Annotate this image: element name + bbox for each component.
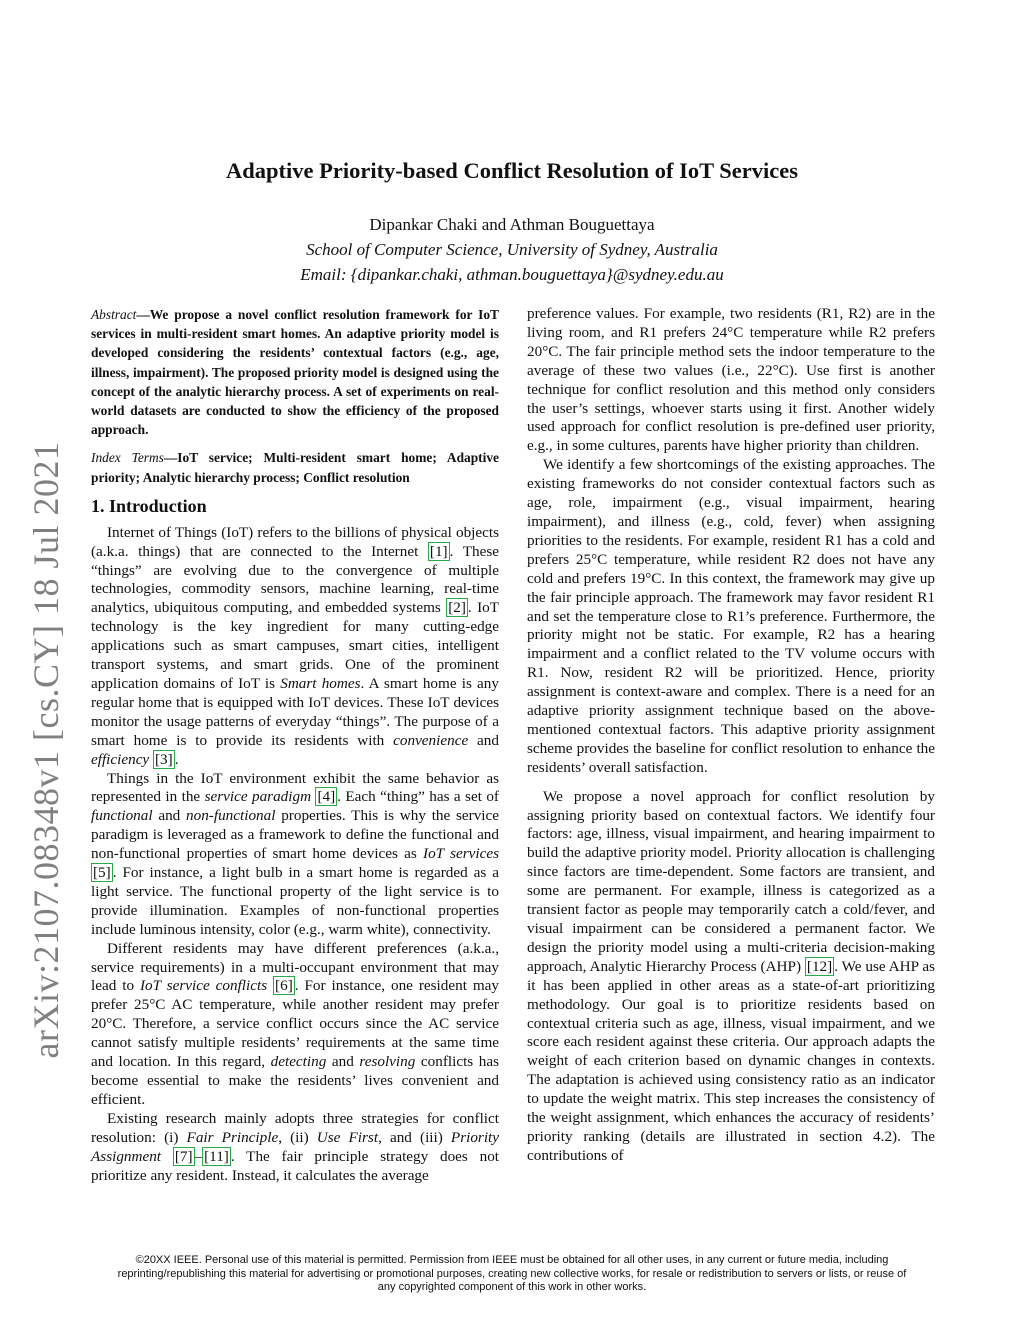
footer-line: reprinting/republishing this material for advertising or promotional purposes, creating new collective works, for resale or redistribution to servers or lists, or reuse of (117, 1267, 907, 1280)
citation-link[interactable]: [12] (806, 957, 833, 975)
abstract-lead: Abstract (91, 307, 137, 322)
citation-link[interactable]: [1] (429, 542, 448, 560)
left-column (91, 305, 499, 1185)
intro-paragraph-4: Existing research mainly adopts three strategies for conflict resolution: (i) Fair Principle, (ii) Use First, and (iii) Priority Assignment [7] – [11] . The fair principle strategy does not prioritize any resident. Instead, it calculates the average (91, 1109, 500, 1184)
index-terms-lead: Index Terms (91, 450, 164, 466)
citation-link[interactable]: [3] (154, 750, 173, 768)
section-heading: 1. Introduction (91, 495, 207, 516)
index-terms (91, 448, 499, 486)
citation-link[interactable]: [11] (204, 1147, 229, 1165)
citation-link[interactable]: [4] (317, 788, 336, 806)
abstract (91, 305, 499, 439)
citation-link[interactable]: [6] (275, 977, 293, 995)
citation-link[interactable]: [5] (93, 864, 111, 882)
index-terms-text: —IoT service; Multi-resident smart home; Adaptive priority; Analytic hierarchy process; Conflict resolution (91, 450, 500, 485)
intro-paragraph-3: Different residents may have different preferences (a.k.a., service requirements) in a multi-occupant environment that may lead to IoT service conflicts [6] . For instance, one resident may prefer 25°C AC temperature, while another resident may prefer 20°C. Therefore, a service conflict occurs since the AC service cannot satisfy multiple residents’ requirements at the same time and location. In this regard, detecting and resolving conflicts has become essential to make the residents’ lives convenient and efficient. (91, 939, 500, 1108)
citation-link[interactable]: [7] (174, 1147, 193, 1165)
abstract-text: —We propose a novel conflict resolution framework for IoT services in multi-resident smart homes. An adaptive priority model is developed considering the residents’ contextual factors (e.g., age, illness, impairment). The proposed priority model is designed using the concept of the analytic hierarchy process. A set of experiments on real-world datasets are conducted to show the efficiency of the proposed approach. (91, 307, 499, 438)
author-email: Email: {dipankar.chaki, athman.bouguettaya}@sydney.edu.au (300, 265, 724, 284)
intro-paragraph-1: Internet of Things (IoT) refers to the billions of physical objects (a.k.a. things) that are connected to the Internet [1] . These “things” are evolving due to the convergence of multiple technologies, commodity sensors, machine learning, real-time analytics, ubiquitous computing, and embedded systems [2] . IoT technology is the key ingredient for many cutting-edge applications such as smart campuses, smart cities, intelligent transport systems, and smart grids. One of the prominent application domains of IoT is Smart homes. A smart home is any regular home that is equipped with IoT devices. These IoT devices monitor the usage patterns of everyday “things”. The purpose of a smart home is to provide its residents with convenience and efficiency [3] . (91, 523, 499, 768)
intro-paragraph-7: We propose a novel approach for conflict resolution by assigning priority based on contextual factors. We identify four factors: age, illness, visual impairment, and hearing impairment to build the adaptive priority model. Priority allocation is challenging since factors are time-dependent. Some factors are transient, and some are permanent. For example, illness is categorized as a transient factor as people may temporarily catch a cold/fever, and visual impairment can be considered a permanent factor. We design the priority model using a multi-criteria decision-making approach, Analytic Hierarchy Process (AHP) [12] . We use AHP as it has been applied in other areas as a state-of-art prioritizing methodology. Our goal is to prioritize residents based on contextual criteria such as age, illness, visual impairment, and we score each resident against these criteria. Our approach adapts the weight of each criterion based on dynamic changes in contexts. The adaptation is achieved using consistency ratio as an indicator to update the weight matrix. This step increases the consistency of the weight assignment, which enhances the accuracy of residents’ priority ranking (details are illustrated in section 4.2). The contributions of (527, 787, 935, 1164)
intro-paragraph-6: We identify a few shortcomings of the existing approaches. The existing frameworks do not consider contextual factors such as age, role, impairment (e.g., visual impairment, hearing impairment), and illness (e.g., cold, fever) when assigning priorities to the residents. For example, resident R1 has a cold and prefers 25°C temperature, while resident R2 does not have any cold and prefers 19°C. In this context, the framework may give up the fair principle approach. The framework may favor resident R1 and set the temperature close to R1’s preference. Furthermore, the priority might not be static. For example, R2 has a hearing impairment and a conflict related to the TV volume occurs with R1. Now, resident R2 will be prioritized. Hence, priority assignment is context-aware and complex. There is a need for an adaptive priority assignment technique based on the above-mentioned contextual factors. This adaptive priority assignment scheme provides the baseline for conflict resolution to enhance the residents’ overall satisfaction. (527, 456, 935, 776)
footer-line: any copyrighted component of this work in other works. (377, 1281, 647, 1293)
paper-title: Adaptive Priority-based Conflict Resolution of IoT Services (225, 158, 799, 183)
citation-link[interactable]: [2] (448, 599, 466, 617)
right-column (527, 305, 935, 1166)
author-block (0, 212, 1024, 287)
author-affiliation: School of Computer Science, University of Sydney, Australia (306, 240, 718, 259)
arxiv-stamp: arXiv:2107.08348v1 [cs.CY] 18 Jul 2021 (26, 441, 66, 1059)
footer-line: ©20XX IEEE. Personal use of this material is permitted. Permission from IEEE must be obtained for all other uses, in any current or future media, including (135, 1254, 889, 1266)
intro-paragraph-5: preference values. For example, two residents (R1, R2) are in the living room, and R1 prefers 24°C temperature while R2 prefers 20°C. The fair principle method sets the indoor temperature to the average of these two values (i.e., 22°C). Use first is another technique for conflict resolution and this method only considers the user’s settings, whoever starts using it first. Another widely used approach for conflict resolution is pre-defined user priority, e.g., in some cultures, parents have higher priority than children. (527, 305, 935, 455)
copyright-footer (0, 1254, 1024, 1295)
intro-paragraph-2: Things in the IoT environment exhibit the same behavior as represented in the service paradigm [4] . Each “thing” has a set of functional and non-functional properties. This is why the service paradigm is leveraged as a framework to define the functional and non-functional properties of smart home devices as IoT services [5] . For instance, a light bulb in a smart home is regarded as a light service. The functional property of the light service is to provide illumination. Examples of non-functional properties include luminous intensity, color (e.g., warm white), connectivity. (91, 769, 499, 938)
author-names: Dipankar Chaki and Athman Bouguettaya (369, 215, 655, 234)
